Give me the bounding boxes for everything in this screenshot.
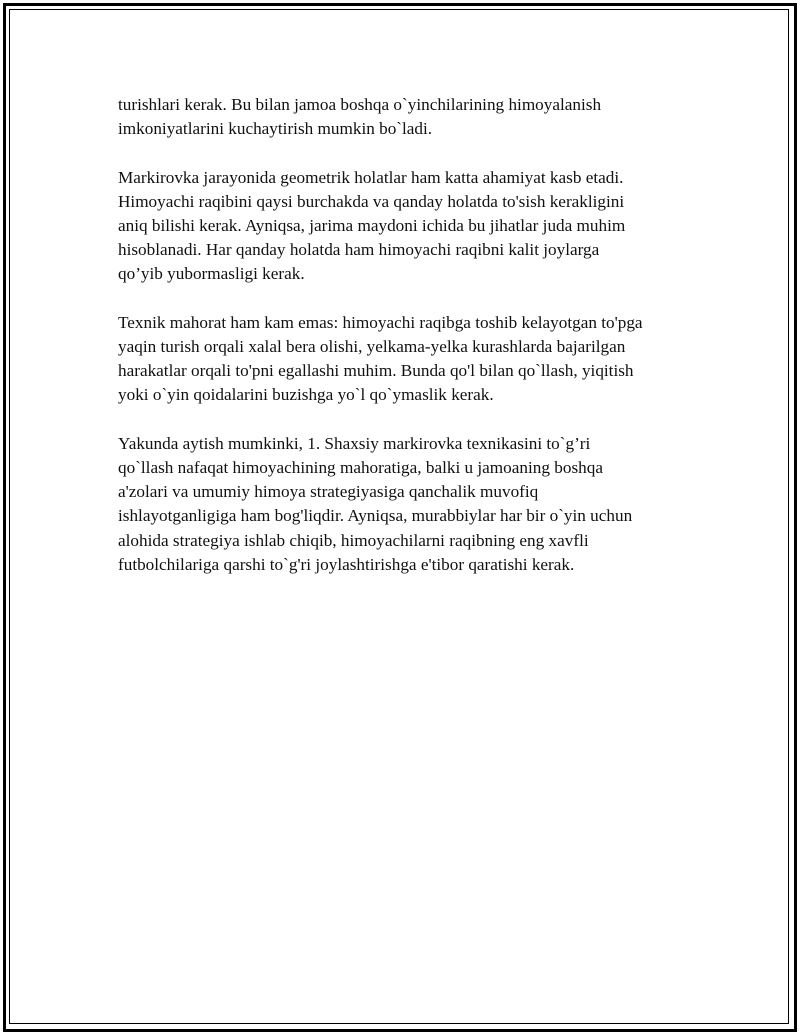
paragraph-line: harakatlar orqali to'pni egallashi muhim. Bunda qo'l bilan qo`llash, yiqitish xyxy=(118,361,634,381)
paragraph-line: yoki o`yin qoidalarini buzishga yo`l qo`ymaslik kerak. xyxy=(118,385,494,405)
paragraph-line: Texnik mahorat ham kam emas: himoyachi raqibga toshib kelayotgan to'pga xyxy=(118,312,643,332)
paragraph-line: Himoyachi raqibini qaysi burchakda va qanday holatda to'sish kerakligini xyxy=(118,191,625,211)
paragraph-line: a'zolari va umumiy himoya strategiyasiga qanchalik muvofiq xyxy=(118,482,539,502)
paragraph-line: Markirovka jarayonida geometrik holatlar ham katta ahamiyat kasb etadi. xyxy=(118,167,624,187)
paragraph-line: turishlari kerak. Bu bilan jamoa boshqa o`yinchilarining himoyalanish xyxy=(118,95,602,114)
paragraph-1 xyxy=(118,93,698,141)
paragraph-line: alohida strategiya ishlab chiqib, himoyachilarni raqibning eng xavfli xyxy=(118,530,589,550)
paragraph-line: qo’yib yubormasligi kerak. xyxy=(118,264,305,284)
document-body xyxy=(118,93,698,601)
paragraph-line: aniq bilishi kerak. Ayniqsa, jarima maydoni ichida bu jihatlar juda muhim xyxy=(118,216,626,235)
paragraph-line: imkoniyatlarini kuchaytirish mumkin bo`ladi. xyxy=(118,119,433,139)
paragraph-4 xyxy=(118,432,698,577)
paragraph-line: futbolchilariga qarshi to`g'ri joylashtirishga e'tibor qaratishi kerak. xyxy=(118,554,575,574)
paragraph-line: Yakunda aytish mumkinki, 1. Shaxsiy markirovka texnikasini to`g’ri xyxy=(118,433,591,453)
paragraph-3 xyxy=(118,311,698,408)
paragraph-line: qo`llash nafaqat himoyachining mahoratiga, balki u jamoaning boshqa xyxy=(118,458,603,477)
paragraph-line: ishlayotganligiga ham bog'liqdir. Ayniqsa, murabbiylar har bir o`yin uchun xyxy=(118,506,633,526)
paragraph-line: hisoblanadi. Har qanday holatda ham himoyachi raqibni kalit joylarga xyxy=(118,240,600,260)
paragraph-line: yaqin turish orqali xalal bera olishi, yelkama-yelka kurashlarda bajarilgan xyxy=(118,337,626,356)
paragraph-2 xyxy=(118,166,698,287)
